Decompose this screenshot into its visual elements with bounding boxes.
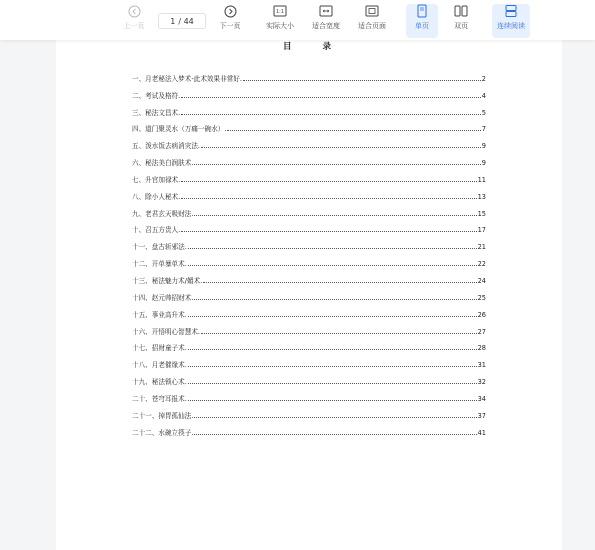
toc-entry-page: 4 bbox=[481, 91, 486, 100]
toc-leader-dots bbox=[181, 114, 481, 115]
toc-leader-dots bbox=[201, 333, 477, 334]
chevron-left-circle-icon bbox=[127, 4, 141, 18]
toc-entry-page: 22 bbox=[477, 260, 486, 269]
toc-leader-dots bbox=[181, 97, 481, 98]
fit-page-button[interactable] bbox=[350, 4, 394, 38]
toc-entry-page: 9 bbox=[481, 142, 486, 151]
prev-page-label: 上一页 bbox=[123, 22, 145, 30]
toc-entry[interactable] bbox=[132, 285, 486, 302]
toc-entry[interactable] bbox=[132, 386, 486, 403]
toc-leader-dots bbox=[194, 417, 476, 418]
actual-size-button[interactable] bbox=[258, 4, 302, 38]
toc-entry[interactable] bbox=[132, 251, 486, 268]
page-indicator[interactable] bbox=[158, 13, 206, 29]
fit-width-label: 适合宽度 bbox=[312, 22, 340, 30]
toc-entry[interactable] bbox=[132, 234, 486, 251]
single-page-icon bbox=[415, 4, 429, 18]
fit-width-button[interactable] bbox=[304, 4, 348, 38]
toc-entry-page: 2 bbox=[481, 74, 486, 83]
document-page bbox=[56, 26, 562, 550]
toc-entry-title: 十六、开悟明心智慧术. bbox=[132, 327, 201, 336]
toc-leader-dots bbox=[181, 231, 476, 232]
toc-entry[interactable] bbox=[132, 133, 486, 150]
toc-entry[interactable] bbox=[132, 201, 486, 218]
toc-leader-dots bbox=[188, 349, 477, 350]
toc-entry-title: 十八、月老催缘术. bbox=[132, 361, 187, 370]
toc-entry-page: 17 bbox=[477, 226, 486, 235]
toc-entry[interactable] bbox=[132, 268, 486, 285]
toc-leader-dots bbox=[243, 80, 481, 81]
toc-entry-page: 26 bbox=[477, 310, 486, 319]
toc-leader-dots bbox=[188, 366, 477, 367]
toc-entry-title: 十七、招财童子术. bbox=[132, 344, 187, 353]
toc-entry[interactable] bbox=[132, 403, 486, 420]
prev-page-button[interactable] bbox=[112, 4, 156, 38]
toc-entry-page: 27 bbox=[477, 327, 486, 336]
toc-entry-page: 11 bbox=[477, 175, 486, 184]
toc-entry[interactable] bbox=[132, 66, 486, 83]
toc-entry-title: 五、泼水饭去病消灾法. bbox=[132, 142, 201, 151]
toc-entry-page: 31 bbox=[477, 361, 486, 370]
toc-entry[interactable] bbox=[132, 420, 486, 437]
toc-entry-page: 9 bbox=[481, 159, 486, 168]
toc-entry-page: 25 bbox=[477, 293, 486, 302]
continuous-scroll-icon bbox=[504, 4, 518, 18]
toc-entry[interactable] bbox=[132, 336, 486, 353]
toc-leader-dots bbox=[188, 265, 477, 266]
toc-leader-dots bbox=[188, 248, 477, 249]
toc-entry-page: 13 bbox=[477, 192, 486, 201]
toc-entry-page: 41 bbox=[477, 428, 486, 437]
toc-entry-title: 四、道门聚灵水（万痛一碗水）. bbox=[132, 125, 227, 134]
toc-entry-page: 5 bbox=[481, 108, 486, 117]
single-page-button[interactable] bbox=[406, 4, 438, 38]
toc-leader-dots bbox=[188, 316, 477, 317]
actual-size-icon bbox=[273, 4, 287, 18]
page-total: / 44 bbox=[178, 16, 194, 26]
toc-entry-title: 二十一、掉胃孤仙法. bbox=[132, 411, 194, 420]
toc-entry-title: 二十二、水碗立筷子. bbox=[132, 428, 194, 437]
toc-entry-page: 34 bbox=[477, 394, 486, 403]
toc-leader-dots bbox=[194, 215, 476, 216]
table-of-contents bbox=[132, 66, 486, 437]
actual-size-label: 实际大小 bbox=[266, 22, 294, 30]
toc-entry[interactable] bbox=[132, 369, 486, 386]
toc-entry[interactable] bbox=[132, 117, 486, 134]
toc-entry-title: 十四、赵元帅招财术. bbox=[132, 293, 194, 302]
toc-entry-page: 21 bbox=[477, 243, 486, 252]
toc-entry-title: 八、除小人秘术. bbox=[132, 192, 181, 201]
next-page-button[interactable] bbox=[208, 4, 252, 38]
toc-entry-title: 十九、秘法锁心术. bbox=[132, 378, 187, 387]
fit-page-label: 适合页面 bbox=[358, 22, 386, 30]
toc-entry-title: 十、召五方贵人. bbox=[132, 226, 181, 235]
toc-leader-dots bbox=[194, 299, 476, 300]
toc-entry-title: 七、升官加禄术. bbox=[132, 175, 181, 184]
toc-entry-title: 二十、苍穹耳报术. bbox=[132, 394, 187, 403]
toc-leader-dots bbox=[194, 164, 480, 165]
toc-leader-dots bbox=[203, 282, 476, 283]
toc-leader-dots bbox=[194, 434, 476, 435]
toc-leader-dots bbox=[227, 130, 480, 131]
continuous-read-label: 连续阅读 bbox=[497, 22, 525, 30]
toc-entry-page: 15 bbox=[477, 209, 486, 218]
toc-entry[interactable] bbox=[132, 100, 486, 117]
double-page-button[interactable] bbox=[445, 4, 477, 38]
toc-entry[interactable] bbox=[132, 302, 486, 319]
double-page-label: 双页 bbox=[454, 22, 468, 30]
toc-entry[interactable] bbox=[132, 184, 486, 201]
toc-entry[interactable] bbox=[132, 83, 486, 100]
svg-text:1:1: 1:1 bbox=[275, 9, 285, 15]
toc-heading: 目 录 bbox=[283, 42, 345, 52]
toc-entry-title: 一、月老秘法入梦术-此术效果非常好. bbox=[132, 74, 242, 83]
toc-entry-title: 六、秘法美白润肤术. bbox=[132, 159, 194, 168]
toc-leader-dots bbox=[188, 383, 477, 384]
fit-width-icon bbox=[319, 4, 333, 18]
continuous-read-button[interactable] bbox=[492, 4, 530, 38]
page-current: 1 bbox=[170, 16, 176, 26]
fit-page-icon bbox=[365, 4, 379, 18]
toc-entry-page: 37 bbox=[477, 411, 486, 420]
reader-toolbar bbox=[0, 0, 595, 40]
toc-entry[interactable] bbox=[132, 218, 486, 235]
toc-entry-title: 二、考试及格符. bbox=[132, 91, 181, 100]
toc-entry-title: 十五、事业高升术. bbox=[132, 310, 187, 319]
toc-leader-dots bbox=[181, 181, 476, 182]
toc-entry-page: 24 bbox=[477, 276, 486, 285]
toc-leader-dots bbox=[201, 147, 481, 148]
toc-entry[interactable] bbox=[132, 352, 486, 369]
chevron-right-circle-icon bbox=[223, 4, 237, 18]
toc-leader-dots bbox=[181, 198, 476, 199]
toc-leader-dots bbox=[188, 400, 477, 401]
toc-entry-page: 28 bbox=[477, 344, 486, 353]
single-page-label: 单页 bbox=[415, 22, 429, 30]
toc-entry-title: 十一、盘古斩邪法. bbox=[132, 243, 187, 252]
toc-entry[interactable] bbox=[132, 167, 486, 184]
toc-entry-title: 三、秘法文昌术. bbox=[132, 108, 181, 117]
toc-entry-page: 32 bbox=[477, 378, 486, 387]
toc-entry[interactable] bbox=[132, 319, 486, 336]
toc-entry[interactable] bbox=[132, 150, 486, 167]
next-page-label: 下一页 bbox=[219, 22, 241, 30]
toc-entry-title: 九、老君玄天吸财法. bbox=[132, 209, 194, 218]
toc-entry-title: 十二、开单暴单术. bbox=[132, 260, 187, 269]
toc-entry-title: 十三、秘法魅力术/媚术. bbox=[132, 276, 203, 285]
double-page-icon bbox=[454, 4, 468, 18]
toc-entry-page: 7 bbox=[481, 125, 486, 134]
